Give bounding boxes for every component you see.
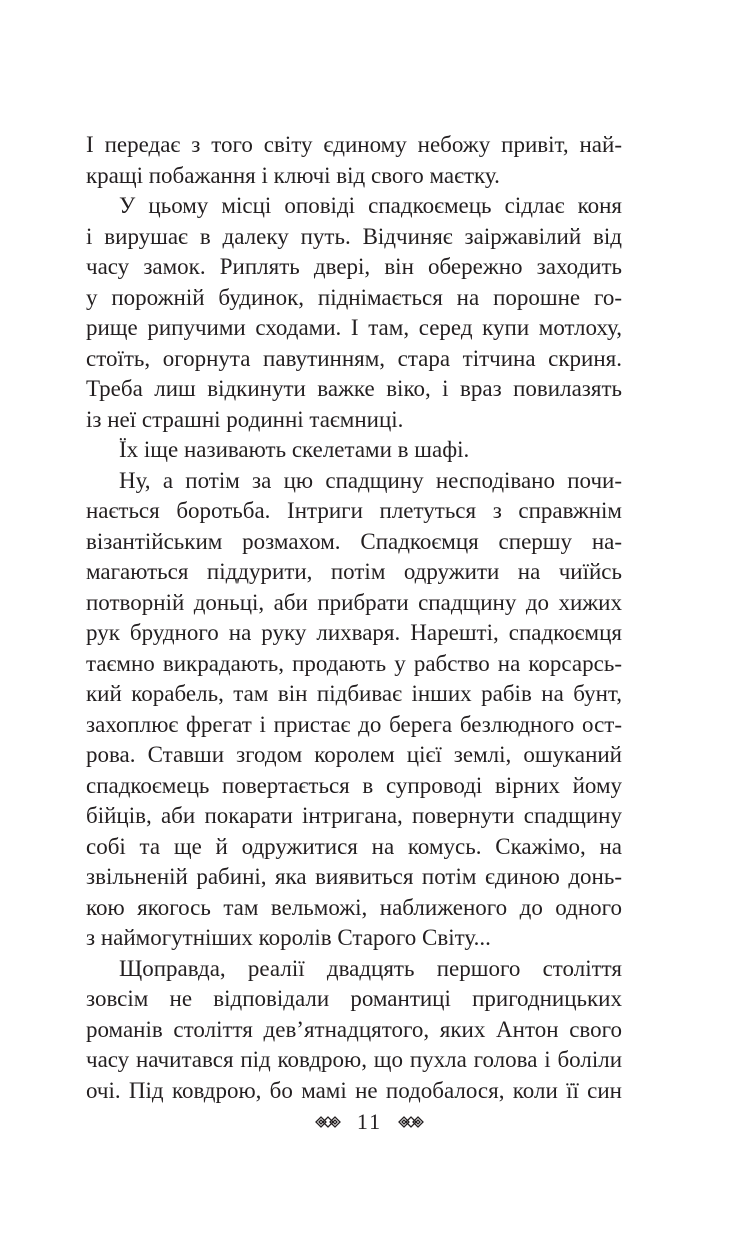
text-line: рук брудного на руку лихваря. Нарешті, спадкоємця: [86, 620, 622, 645]
text-line: собі та ще й одружитися на комусь. Скажімо, на: [86, 833, 622, 859]
text-line: кращі побажання і ключі від свого маєтку.: [86, 162, 500, 188]
text-line: рова. Ставши згодом королем цієї землі, ошуканий: [86, 742, 622, 767]
text-line: таємно викрадають, продають у рабство на корсарсь-: [86, 650, 622, 676]
text-line: очі. Під ковдрою, бо мамі не подобалося, коли її син: [86, 1077, 622, 1103]
text-line: візантійським розмахом. Спадкоємця спершу на-: [86, 528, 622, 554]
text-line: Треба лиш відкинути важке віко, і враз повилазять: [86, 376, 622, 401]
text-line: бійців, аби покарати інтригана, повернути спадщину: [86, 803, 622, 828]
text-line: часу начитався під ковдрою, що пухла голова і боліли: [86, 1047, 622, 1072]
text-line: нається боротьба. Інтриги плетуться з справжнім: [86, 498, 622, 523]
text-line: Щоправда, реалії двадцять першого століття: [119, 955, 622, 981]
text-line: захоплює фрегат і пристає до берега безлюдного ост-: [86, 711, 622, 737]
text-line: романів століття дев’ятнадцятого, яких Антон свого: [86, 1016, 622, 1042]
page-footer: [0, 1107, 739, 1135]
text-line: Їх іще називають скелетами в шафі.: [119, 437, 470, 462]
text-line: із неї страшні родинні таємниці.: [86, 406, 404, 432]
text-line: У цьому місці оповіді спадкоємець сідлає коня: [119, 193, 622, 218]
text-line: кою якогось там вельможі, наближеного до одного: [86, 894, 622, 920]
text-line: магаються піддурити, потім одружити на чиїйсь: [86, 559, 622, 584]
page-number: 11: [356, 1108, 383, 1134]
text-line: рище рипучими сходами. І там, серед купи мотлоху,: [86, 315, 622, 340]
ornament-left-icon: [315, 1109, 341, 1135]
book-page-text: [86, 130, 622, 1106]
text-line: потворній доньці, аби прибрати спадщину до хижих: [86, 589, 622, 615]
text-line: з наймогутніших королів Старого Світу...: [86, 925, 491, 950]
text-line: стоїть, огорнута павутинням, стара тітчина скриня.: [86, 345, 622, 371]
text-line: і вирушає в далеку путь. Відчиняє заіржавілий від: [86, 223, 622, 249]
text-line: часу замок. Риплять двері, він обережно заходить: [86, 254, 622, 279]
text-line: І передає з того світу єдиному небожу привіт, най-: [86, 132, 622, 157]
ornament-right-icon: [398, 1109, 424, 1135]
text-line: звільненій рабині, яка виявиться потім єдиною донь-: [86, 864, 622, 889]
text-line: спадкоємець повертається в супроводі вірних йому: [86, 772, 622, 798]
text-line: у порожній будинок, піднімається на порошне го-: [86, 284, 622, 310]
text-line: зовсім не відповідали романтиці пригодницьких: [86, 986, 622, 1011]
text-line: Ну, а потім за цю спадщину несподівано почи-: [119, 467, 622, 493]
text-line: кий корабель, там він підбиває інших рабів на бунт,: [86, 681, 622, 706]
